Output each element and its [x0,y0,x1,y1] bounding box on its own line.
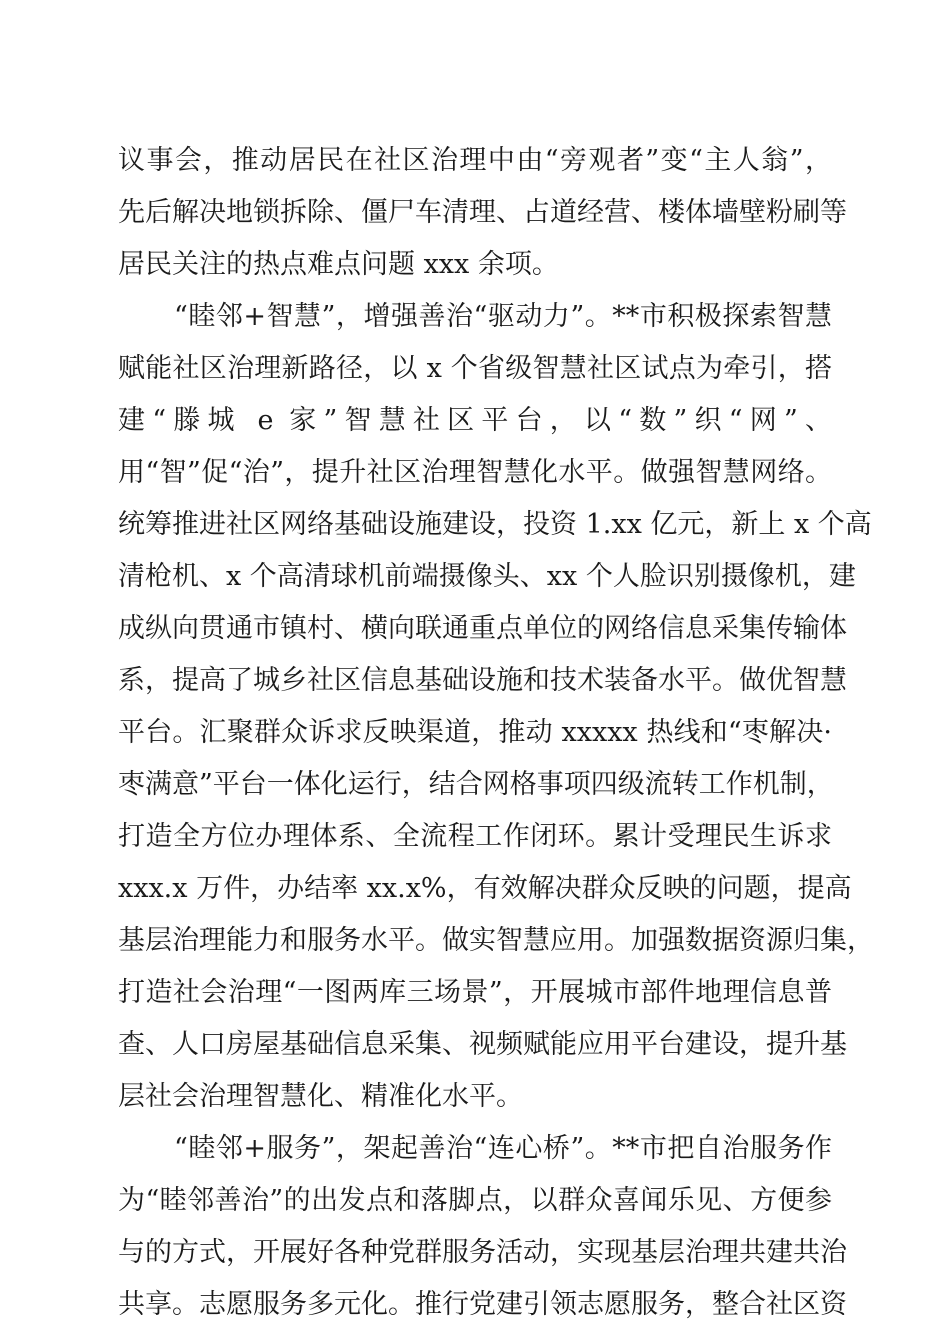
text-line: 用“智”促“治”，提升社区治理智慧化水平。做强智慧网络。 [118,457,832,488]
paragraph-heading-line: “睦邻+智慧”，增强善治“驱动力”。**市积极探索智慧 [174,301,832,332]
text-line: 与的方式，开展好各种党群服务活动，实现基层治理共建共治 [118,1237,847,1268]
text-line: 统筹推进社区网络基础设施建设，投资 1.xx 亿元，新上 x 个高 [118,509,872,540]
text-line: 居民关注的热点难点问题 xxx 余项。 [118,249,559,280]
text-line: 平台。汇聚群众诉求反映渠道，推动 xxxxx 热线和“枣解决· [118,717,832,748]
text-line: 建“滕城 e 家”智慧社区平台，以“数”织“网”、 [118,405,832,436]
text-line: xxx.x 万件，办结率 xx.x%，有效解决群众反映的问题，提高 [118,873,852,904]
text-line: 清枪机、x 个高清球机前端摄像头、xx 个人脸识别摄像机，建 [118,561,856,592]
text-line: 共享。志愿服务多元化。推行党建引领志愿服务，整合社区资 [118,1289,847,1320]
paragraph-heading-line: “睦邻+服务”，架起善治“连心桥”。**市把自治服务作 [174,1133,832,1164]
text-line: 议事会，推动居民在社区治理中由“旁观者”变“主人翁”， [118,145,832,176]
text-line: 为“睦邻善治”的出发点和落脚点，以群众喜闻乐见、方便参 [118,1185,832,1216]
text-line: 层社会治理智慧化、精准化水平。 [118,1081,523,1112]
text-line: 成纵向贯通市镇村、横向联通重点单位的网络信息采集传输体 [118,613,847,644]
text-line: 打造全方位办理体系、全流程工作闭环。累计受理民生诉求 [118,821,832,852]
text-line: 系，提高了城乡社区信息基础设施和技术装备水平。做优智慧 [118,665,847,696]
text-line: 基层治理能力和服务水平。做实智慧应用。加强数据资源归集， [118,925,874,956]
text-line: 先后解决地锁拆除、僵尸车清理、占道经营、楼体墙壁粉刷等 [118,197,847,228]
text-line: 枣满意”平台一体化运行，结合网格事项四级流转工作机制， [118,769,834,800]
text-line: 查、人口房屋基础信息采集、视频赋能应用平台建设，提升基 [118,1029,847,1060]
text-line: 赋能社区治理新路径，以 x 个省级智慧社区试点为牵引，搭 [118,353,832,384]
text-line: 打造社会治理“一图两库三场景”，开展城市部件地理信息普 [118,977,832,1008]
